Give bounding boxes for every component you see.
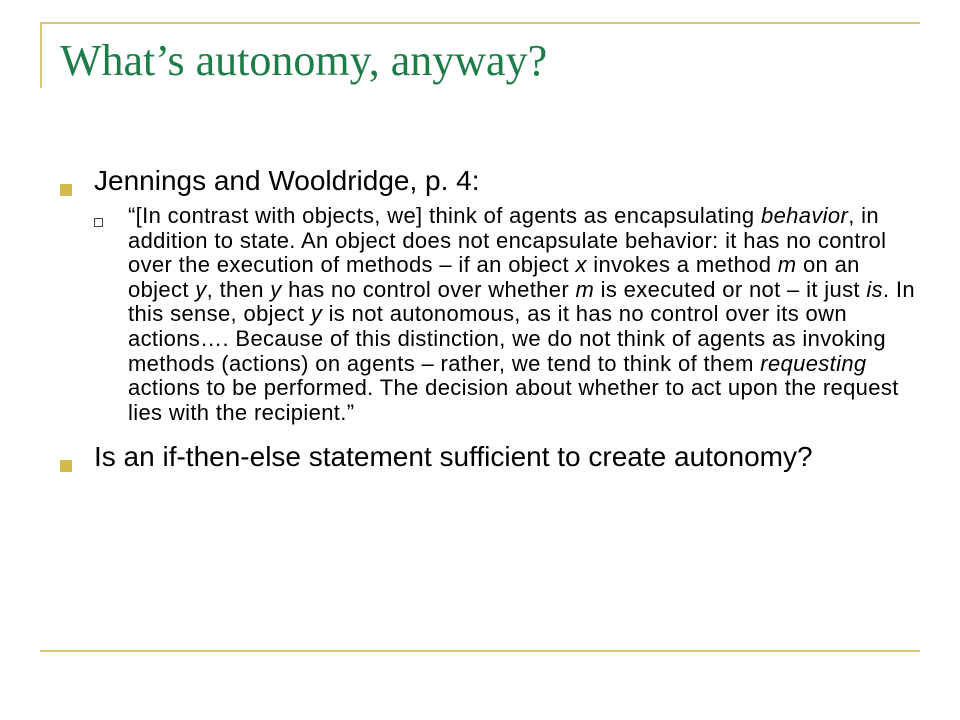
square-bullet-icon	[60, 184, 72, 196]
quote-item	[94, 204, 920, 425]
square-bullet-icon	[60, 460, 72, 472]
bullet-item-question	[60, 441, 920, 472]
bullet-item-source	[60, 165, 920, 196]
hollow-square-bullet-icon	[94, 218, 103, 227]
bullet-text: Jennings and Wooldridge, p. 4:	[94, 165, 480, 196]
bottom-rule	[40, 650, 920, 652]
bullet-text: Is an if-then-else statement sufficient to create autonomy?	[94, 441, 813, 473]
slide-title: What’s autonomy, anyway?	[60, 36, 548, 85]
slide-body	[60, 165, 920, 472]
top-rule	[40, 22, 920, 24]
left-rule	[40, 22, 42, 88]
quote-text: “[In contrast with objects, we] think of agents as encapsulating behavior, in addition to state. An object does not encapsulate behavior: it has no control over the execution of methods – if an object x invokes a method m on an object y, then y has no control over whether m is executed or not – it just is. In this sense, object y is not autonomous, as it has no control over its own actions…. Because of this distinction, we do not think of agents as invoking methods (actions) on agents – rather, we tend to think of them requesting actions to be performed. The decision about whether to act upon the request lies with the recipient.”	[128, 203, 915, 425]
